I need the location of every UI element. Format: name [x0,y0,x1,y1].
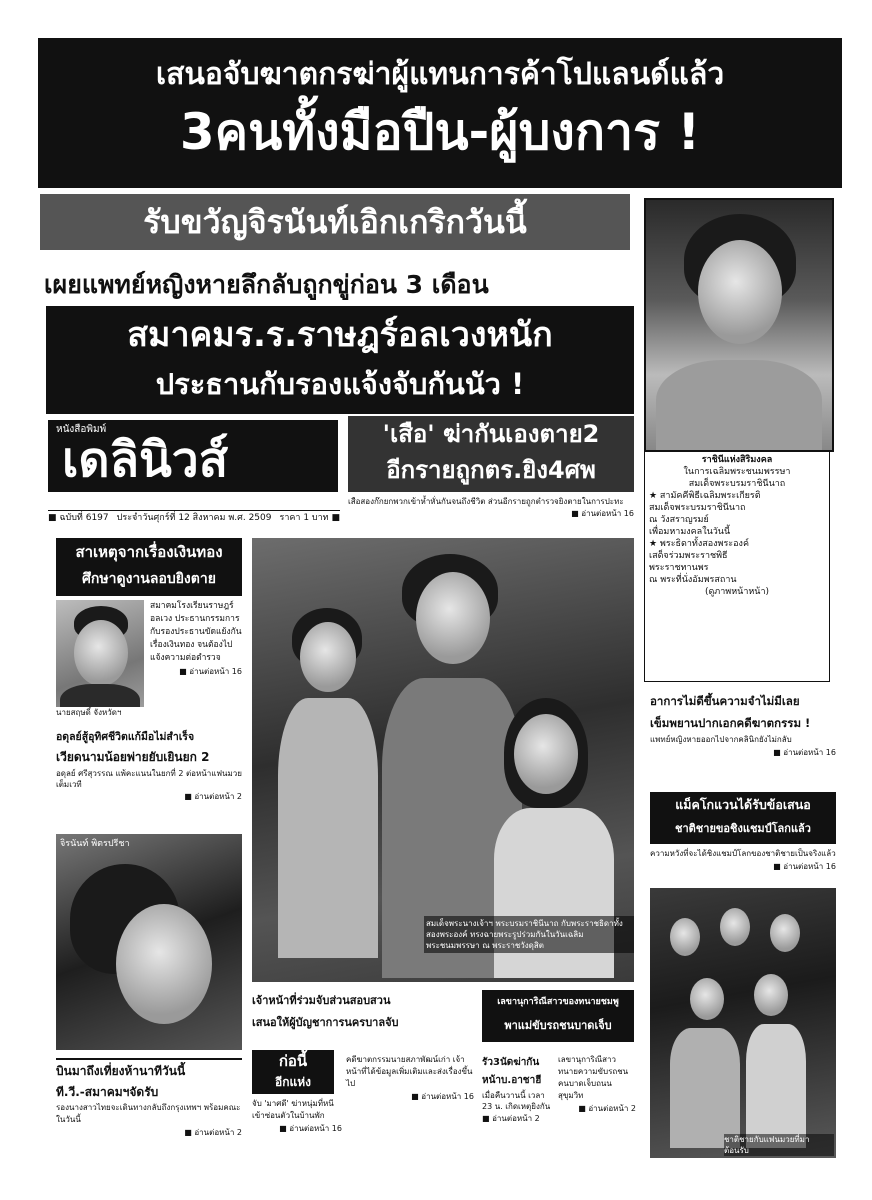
symptom-body: แพทย์หญิงหายออกไปจากคลินิกยังไม่กลับ [650,735,792,744]
association-line-1: สมาคมร.ร.ราษฎร์อลเวงหนัก [127,315,553,355]
right-caption-line: เพื่อมหามงคลในวันนี้ [649,527,731,537]
secretary-continue-1: ■ อ่านต่อหน้า 2 [482,1112,554,1125]
association-line-2: ประธานกับรองแจ้งจับกันนัว ! [155,367,525,401]
secretary-right [558,1054,636,1115]
boxer-photo-caption: ชาติชายกับแฟนมวยที่มาต้อนรับ [724,1134,834,1156]
officer-body-right-text: คดีฆาตกรรมนายสภาพัฒน์เก่า เจ้าหน้าที่ได้ข้อมูลเพิ่มเติมและส่งเรื่องขึ้นไป [346,1055,473,1088]
secretary-headline-2: พาแม่ขับรถชนบาดเจ็บ [504,1019,612,1032]
champ-headline-1: แม็คโกแวนได้รับข้อเสนอ [675,797,811,812]
main-royal-photo [252,538,634,982]
champ-body-text: ความหวังที่จะได้ชิงแชมป์โลกของชาติชายเป็นจริงแล้ว [650,849,836,858]
money-continue: ■ อ่านต่อหน้า 16 [150,665,242,678]
flight-headline-2: ที.วี.-สมาคมฯจัดรับ [56,1085,159,1099]
officer-box-line-1: ก่อนี้ [278,1052,308,1070]
right-caption-line: ณ พระที่นั่งอัมพรสถาน [649,575,737,585]
right-caption-title: ราชินีแห่งสิริมงคล [701,455,773,465]
tiger-body-text: เสือสองก๊กยกพวกเข้าห้ำหั่นกันจนถึงชีวิต ส่วนอีกรายถูกตำรวจยิงตายในการปะทะ [348,497,624,506]
right-caption-line: ★ สามัคคีพิธีเฉลิมพระเกียรติ [649,491,761,501]
officer-headline-2: เสนอให้ผู้บัญชาการนครบาลจับ [252,1016,399,1029]
issue-line [48,510,340,525]
right-caption-line: สมเด็จพระบรมราชินีนาถ [688,479,786,489]
flight-headline-1: บินมาถึงเที่ยงห้านาทีวันนี้ [56,1064,186,1078]
headline-association [46,306,634,414]
officer-body-left-text: จับ 'มาศดี' ฆ่าหนุ่มที่หนีเข้าซ่อนตัวในบ้านพัก [252,1099,334,1120]
vietnam-body: อดุลย์ ศรีสุวรรณ แพ้คะแนนในยกที่ 2 ต่อหน้าแฟนมวยเต็มเวที [56,769,242,789]
officer-story [252,990,476,1034]
money-body [150,600,242,678]
secretary-headline-1: เลขานุการิณีสาวของทนายชมพู [497,997,619,1007]
champ-headline-box [650,792,836,844]
officer-box [252,1050,334,1094]
officer-body-left [252,1098,342,1135]
champ-headline-2: ชาติชายขอชิงแชมป์โลกแล้ว [675,822,811,835]
man-portrait-photo [56,600,144,718]
secretary-left-headline-1: รัว3นัดฆ่ากัน [482,1057,540,1068]
money-headline-1: สาเหตุจากเรื่องเงินทอง [75,543,223,561]
champ-continue: ■ อ่านต่อหน้า 16 [650,860,836,873]
issue-price: ราคา 1 บาท ■ [279,513,340,523]
vietnam-continue: ■ อ่านต่อหน้า 2 [56,790,242,803]
secretary-headline-box [482,990,634,1042]
tiger-headline-2: อีกรายถูกตร.ยิง4ศพ [386,456,596,484]
headline-doctor: เผยแพทย์หญิงหายลึกลับถูกขู่ก่อน 3 เดือน [44,270,489,299]
secretary-continue-2: ■ อ่านต่อหน้า 2 [558,1102,636,1115]
right-caption-line: พระราชทานพร [649,563,709,573]
tiger-body [348,496,634,520]
right-caption-line: เสด็จร่วมพระราชพิธี [649,551,728,561]
symptom-headline-2: เข็มพยานปากเอกคดีฆาตกรรม ! [650,716,811,730]
jiranun-photo [56,834,242,1050]
tiger-headline-box [348,416,634,492]
top-banner [38,38,842,188]
officer-continue-2: ■ อ่านต่อหน้า 16 [346,1090,474,1103]
banner-line-1: เสนอจับฆาตกรฆ่าผู้แทนการค้าโปแลนด์แล้ว [155,57,725,92]
tiger-continue: ■ อ่านต่อหน้า 16 [348,507,634,520]
tiger-headline-1: 'เสือ' ฆ่ากันเองตาย2 [382,420,600,448]
secretary-left-headline-2: หน้าบ.อาชาฮี [482,1075,542,1086]
boxer-crowd-photo [650,888,836,1158]
sub-banner-text: รับขวัญจิรนันท์เอิกเกริกวันนี้ [143,203,527,241]
queen-portrait-photo [644,198,834,452]
officer-box-line-2: อีกแห่ง [275,1075,311,1089]
money-body-text: สมาคมโรงเรียนราษฎร์ อลเวง ประธานกรรมการกับรองประธานขัดแย้งกันเรื่องเงินทอง จนต้องไปแจ้งความต่อตำรวจ [150,601,242,663]
jiranun-photo-caption: จิรนันท์ พิตรปรีชา [60,839,130,849]
banner-line-2: 3คนทั้งมือปืน-ผู้บงการ ! [179,103,701,161]
symptom-headline-1: อาการไม่ดีขึ้นความจำไม่มีเลย [650,694,800,708]
secretary-left-body: เมื่อคืนวานนี้ เวลา 23 น. เกิดเหตุยิงกัน [482,1091,551,1111]
right-caption-line: ★ พระธิดาทั้งสองพระองค์ [649,539,749,549]
officer-headline-1: เจ้าหน้าที่ร่วมจับส่วนสอบสวน [252,994,391,1007]
flight-continue: ■ อ่านต่อหน้า 2 [56,1126,242,1139]
officer-continue-1: ■ อ่านต่อหน้า 16 [252,1122,342,1135]
vietnam-headline-1: อดุลย์สู้อุทิศชีวิตแก้มือไม่สำเร็จ [56,731,195,743]
issue-number: ■ ฉบับที่ 6197 [48,513,109,523]
symptom-story [650,690,836,759]
right-caption-credit: (ดูภาพหน้าหน้า) [704,587,770,597]
flight-body: รองนางสาวไทยจะเดินทางกลับถึงกรุงเทพฯ พร้อมคณะในวันนี้ [56,1103,241,1124]
main-photo-caption: สมเด็จพระนางเจ้าฯ พระบรมราชินีนาถ กับพระราชธิดาทั้งสองพระองค์ ทรงฉายพระรูปร่วมกันในวันเฉลิมพระชนมพรรษา ณ พระราชวังดุสิต [424,916,634,953]
vietnam-story [56,728,242,803]
man-photo-caption: นายสฤษดิ์ จังหวัดฯ [56,707,144,718]
right-caption-line: สมเด็จพระบรมราชินีนาถ [649,503,746,513]
logo-small-text: หนังสือพิมพ์ [56,424,107,435]
money-headline-2: ศึกษาดูงานลอบยิงตาย [82,571,216,587]
champ-body [650,848,836,873]
right-caption-line: ณ วังสราญรมย์ [649,515,709,525]
secretary-left [482,1054,554,1125]
logo-name: เดลินิวส์ [62,432,229,488]
issue-date: ประจำวันศุกร์ที่ 12 สิงหาคม พ.ศ. 2509 [116,513,272,523]
symptom-continue: ■ อ่านต่อหน้า 16 [650,746,836,759]
secretary-right-body: เลขานุการิณีสาวทนายความขับรถชนคนบาดเจ็บถนนสุขุมวิท [558,1055,629,1100]
right-photo-caption [644,452,830,682]
officer-body-right [346,1054,474,1103]
vietnam-headline-2: เวียดนามน้อยพ่ายยับเยินยก 2 [56,750,210,764]
sub-banner [40,194,630,250]
flight-story [56,1058,242,1139]
right-caption-line: ในการเฉลิมพระชนมพรรษา [683,467,791,477]
newspaper-logo [48,420,338,492]
money-headline-box [56,538,242,596]
